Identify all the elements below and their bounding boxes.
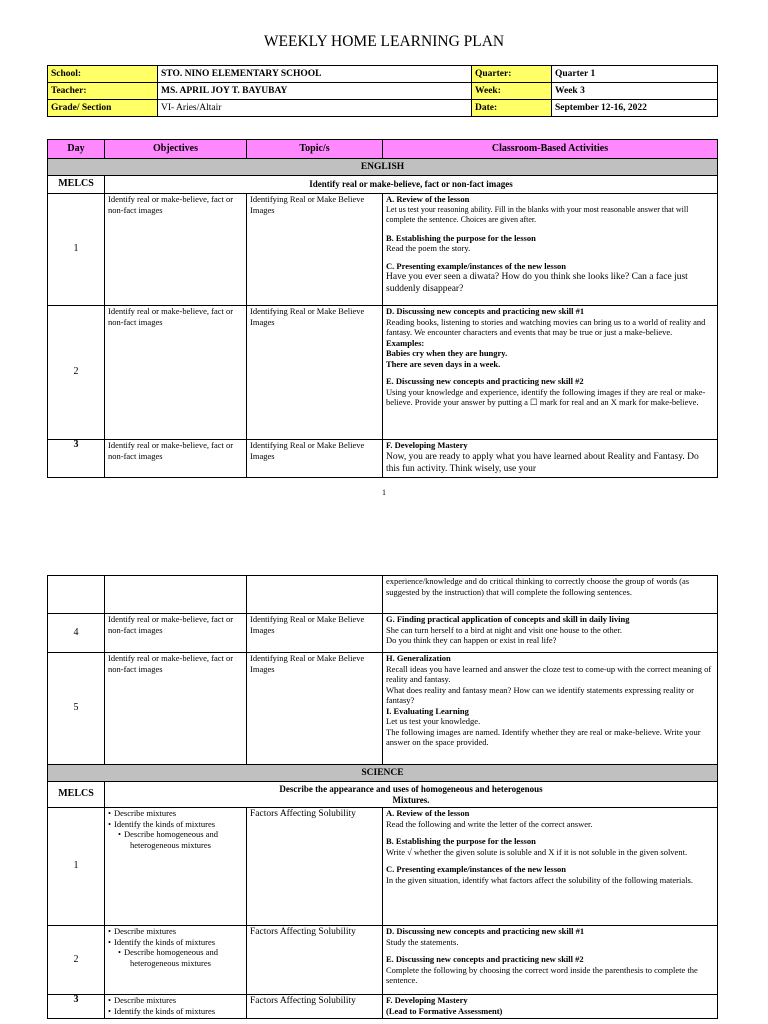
activity-heading: F. Developing Mastery: [386, 995, 468, 1005]
activity-text: Read the poem the story.: [386, 243, 471, 253]
activities-cell: [383, 440, 718, 478]
grade-label: Grade/ Section: [48, 100, 158, 117]
activities-cell: [383, 576, 718, 614]
objective-item: heterogeneous mixtures: [130, 957, 211, 968]
header-objectives: Objectives: [105, 140, 247, 159]
activity-text: Complete the following by choosing the correct word inside the parenthesis to complete the sentence.: [386, 964, 698, 985]
quarter-value: Quarter 1: [552, 66, 718, 83]
activity-heading: A. Review of the lesson: [386, 194, 470, 204]
objective-item: • Describe mixtures: [108, 808, 243, 819]
activity-text: experience/knowledge and do critical thinking to correctly choose the group of words (as suggested by the instruction) that will complete the following sentences.: [386, 576, 690, 597]
melcs-science-line2: Mixtures.: [392, 794, 430, 805]
topic-cell: Factors Affecting Solubility: [247, 995, 383, 1019]
example-1: Babies cry when they are hungry.: [386, 348, 508, 358]
objective-item: • Identify the kinds of mixtures: [108, 819, 243, 830]
quarter-label: Quarter:: [472, 66, 552, 83]
activity-heading: D. Discussing new concepts and practicing new skill #1: [386, 926, 585, 936]
objective-item: • Identify the kinds of mixtures: [108, 937, 243, 948]
activity-heading: I. Evaluating Learning: [386, 705, 469, 716]
objective-item: • Describe mixtures: [108, 995, 243, 1006]
activity-text: She can turn herself to a bird at night and visit one house to the other.: [386, 624, 623, 635]
activities-cell: [383, 653, 718, 765]
activity-heading: H. Generalization: [386, 653, 451, 663]
activities-cell: [383, 194, 718, 306]
melcs-science: [105, 782, 718, 808]
activity-heading: D. Discussing new concepts and practicing new skill #1: [386, 306, 585, 316]
objective-item: • Describe mixtures: [108, 926, 243, 937]
objective-cell: Identify real or make-believe, fact or non-fact images: [105, 306, 247, 440]
objective-item: • Identify the kinds of mixtures: [108, 1006, 243, 1017]
activity-text: Have you ever seen a diwata? How do you think she looks like? Can a face just suddenly disappear?: [386, 272, 688, 294]
day-number: 2: [48, 306, 105, 440]
activity-text: In the given situation, identify what factors affect the solubility of the following materials.: [386, 874, 693, 885]
day-number: 4: [48, 614, 105, 653]
activities-cell: [383, 306, 718, 440]
objective-cell: Identify real or make-believe, fact or non-fact images: [105, 653, 247, 765]
melcs-label: MELCS: [48, 782, 105, 808]
grade-value: VI- Aries/Altair: [158, 100, 472, 117]
objective-cell: Identify real or make-believe, fact or non-fact images: [105, 614, 247, 653]
objective-cell: Identify real or make-believe, fact or non-fact images: [105, 440, 247, 478]
melcs-english: Identify real or make-believe, fact or non-fact images: [105, 176, 718, 194]
topic-cell: Identifying Real or Make Believe Images: [247, 440, 383, 478]
activity-text: Write √ whether the given solute is soluble and X if it is not soluble in the given solvent.: [386, 846, 688, 857]
activity-text: Now, you are ready to apply what you have learned about Reality and Fantasy. Do this fun activity. Think wisely, use your: [386, 451, 699, 474]
school-value: STO. NINO ELEMENTARY SCHOOL: [158, 66, 472, 83]
activity-text: Reading books, listening to stories and watching movies can bring us to a world of reality and fantasy. We encounter characters and events that may be true or just a make-believe.: [386, 316, 706, 337]
plan-table-page1: [47, 139, 718, 478]
activities-cell: [383, 926, 718, 995]
document-title: WEEKLY HOME LEARNING PLAN: [263, 33, 505, 50]
day-number: 5: [48, 653, 105, 765]
header-topics: Topic/s: [247, 140, 383, 159]
activities-cell: [383, 995, 718, 1019]
teacher-value: MS. APRIL JOY T. BAYUBAY: [158, 83, 472, 100]
example-2: There are seven days in a week.: [386, 358, 501, 369]
day-number: 1: [48, 808, 105, 926]
activity-heading: C. Presenting example/instances of the new lesson: [386, 260, 566, 271]
page-number: 1: [382, 488, 386, 497]
topic-cell: Factors Affecting Solubility: [247, 808, 383, 926]
examples-label: Examples:: [386, 337, 425, 348]
objective-cell: [105, 808, 247, 926]
activity-heading: E. Discussing new concepts and practicing new skill #2: [386, 376, 584, 386]
info-table: [47, 65, 718, 117]
activity-text: Study the statements.: [386, 936, 459, 947]
date-value: September 12-16, 2022: [552, 100, 718, 117]
week-value: Week 3: [552, 83, 718, 100]
melcs-science-line1: Describe the appearance and uses of homogeneous and heterogenous: [279, 784, 543, 794]
activity-heading: A. Review of the lesson: [386, 808, 470, 818]
activity-text: Do you think they can happen or exist in real life?: [386, 635, 557, 645]
objective-item: heterogeneous mixtures: [130, 839, 211, 850]
activity-heading: B. Establishing the purpose for the lesson: [386, 836, 536, 846]
activity-text: Read the following and write the letter of the correct answer.: [386, 818, 593, 829]
school-label: School:: [48, 66, 158, 83]
activities-cell: [383, 808, 718, 926]
activity-text: The following images are named. Identify whether they are real or make-believe. Write your answer on the space provided.: [386, 726, 701, 747]
activity-heading: E. Discussing new concepts and practicing new skill #2: [386, 954, 584, 964]
day-number: 2: [48, 926, 105, 995]
topic-cell: Identifying Real or Make Believe Images: [247, 194, 383, 306]
activity-text: What does reality and fantasy mean? How can we identify statements expressing reality or fantasy?: [386, 684, 695, 705]
date-label: Date:: [472, 100, 552, 117]
topic-cell: Identifying Real or Make Believe Images: [247, 306, 383, 440]
activity-text: Let us test your reasoning ability. Fill in the blanks with your most reasonable answer that will complete the sentence. Choices are given after.: [386, 204, 689, 224]
day-number: 1: [48, 194, 105, 306]
topic-cell: Identifying Real or Make Believe Images: [247, 614, 383, 653]
activity-heading: C. Presenting example/instances of the new lesson: [386, 864, 566, 874]
activity-heading: F. Developing Mastery: [386, 440, 468, 450]
topic-cell: Identifying Real or Make Believe Images: [247, 653, 383, 765]
header-day: Day: [48, 140, 105, 159]
teacher-label: Teacher:: [48, 83, 158, 100]
objective-cell: [105, 995, 247, 1019]
activity-heading: (Lead to Formative Assessment): [386, 1005, 503, 1016]
plan-table-page2: [47, 575, 718, 1019]
section-science: SCIENCE: [48, 765, 718, 782]
melcs-label: MELCS: [48, 176, 105, 194]
activity-text: Using your knowledge and experience, identify the following images if they are real or make-believe. Provide your answer by putting a ☐ mark for real and an X mark for make-believe.: [386, 386, 706, 407]
activity-text: Let us test your knowledge.: [386, 716, 481, 726]
header-activities: Classroom-Based Activities: [383, 140, 718, 159]
topic-cell: Factors Affecting Solubility: [247, 926, 383, 995]
section-english: ENGLISH: [48, 159, 718, 176]
activity-text: Recall ideas you have learned and answer the cloze test to come-up with the correct meaning of reality and fantasy.: [386, 663, 712, 684]
activities-cell: [383, 614, 718, 653]
objective-item: • Describe homogeneous and: [108, 829, 243, 840]
objective-cell: [105, 926, 247, 995]
week-label: Week:: [472, 83, 552, 100]
activity-heading: G. Finding practical application of concepts and skill in daily living: [386, 614, 630, 624]
activity-heading: B. Establishing the purpose for the lesson: [386, 232, 536, 243]
day-number: 3: [48, 995, 105, 1019]
day-number: 3: [48, 440, 105, 478]
objective-cell: Identify real or make-believe, fact or non-fact images: [105, 194, 247, 306]
objective-item: • Describe homogeneous and: [108, 947, 243, 958]
